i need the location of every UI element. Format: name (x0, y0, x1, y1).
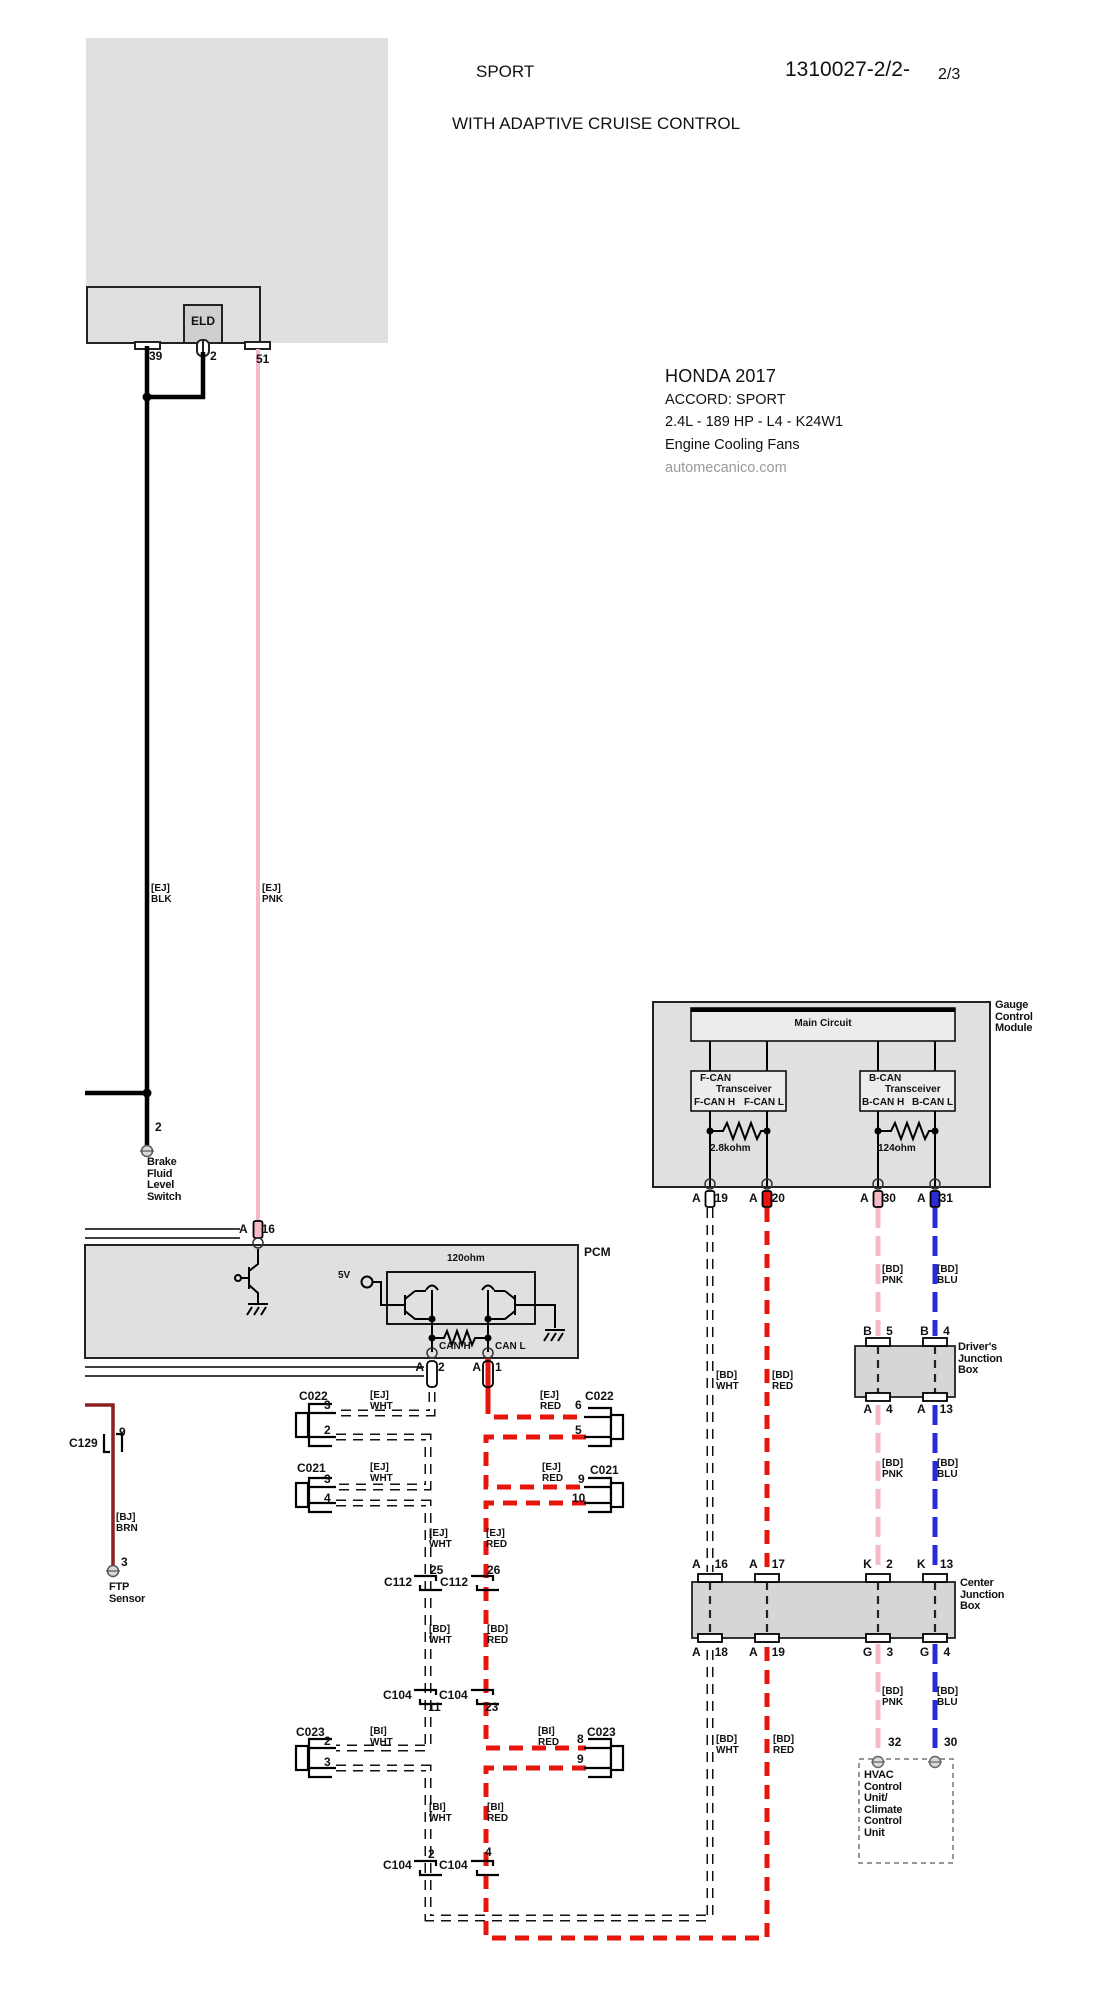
ftp-sensor-terminal (106, 1566, 120, 1577)
vehicle-system: Engine Cooling Fans (665, 437, 800, 453)
wire-label-bi-wht-r: [BI] WHT (370, 1726, 393, 1748)
connector-c023-right (584, 1739, 611, 1777)
cjb-pin-k2: K 2 (863, 1557, 893, 1571)
hvac-pin-30: 30 (944, 1735, 958, 1749)
cjb-pin-g4: G 4 (919, 1645, 951, 1659)
c129-pin: 9 (119, 1425, 126, 1439)
doc-number: 1310027-2/2- (785, 58, 910, 81)
wire-label-ej-blk: [EJ] BLK (151, 883, 172, 905)
wire-label-bd-red-2: [BD] RED (773, 1734, 795, 1756)
c021-pin-4: 4 (324, 1491, 331, 1505)
res-124-label: 124ohm (878, 1143, 916, 1154)
brake-switch-label: Brake Fluid Level Switch (147, 1156, 182, 1203)
bcan-l-label: B-CAN L (912, 1097, 954, 1108)
wire-label-ej-red-v: [EJ] RED (486, 1528, 508, 1550)
eld-label: ELD (191, 314, 215, 328)
connector-c022-right (584, 1408, 611, 1446)
wire-label-bd-wht-v: [BD] WHT (429, 1624, 452, 1646)
c023-pin-9: 9 (577, 1752, 584, 1766)
pcm-pin-a2: A 2 (415, 1360, 445, 1374)
ftp-pin: 3 (121, 1555, 128, 1569)
pcm-can-l-label: CAN L (495, 1341, 526, 1352)
pin-39-label: 39 (149, 349, 163, 363)
pin-bar-51 (245, 342, 270, 349)
wire-label-bd-pnk-2: [BD] PNK (882, 1458, 904, 1480)
c022-pin-5: 5 (575, 1423, 582, 1437)
pcm-5v-label: 5V (338, 1270, 351, 1281)
c021-pin-10: 10 (572, 1491, 586, 1505)
c112-left-label: C112 (384, 1575, 413, 1589)
djb-label: Driver's Junction Box (958, 1341, 1003, 1377)
fcan-title: F-CAN (700, 1073, 732, 1084)
pin-2-label: 2 (210, 349, 217, 363)
c021-right-label: C021 (590, 1463, 619, 1477)
cjb-label: Center Junction Box (960, 1577, 1005, 1613)
res-28k-label: 2.8kohm (710, 1143, 751, 1154)
pcm-pin-a16: A 16 (239, 1222, 275, 1236)
page-indicator: 2/3 (938, 66, 961, 83)
center-junction-box (692, 1582, 955, 1638)
cjb-pin-a16: A 16 (692, 1557, 728, 1571)
drivers-junction-box (855, 1346, 955, 1397)
bcan-title: B-CAN (869, 1073, 902, 1084)
pin-terminals (106, 1143, 947, 1768)
wire-label-ej-pnk: [EJ] PNK (262, 883, 284, 905)
connector-c022-left (309, 1404, 336, 1446)
c023-left-label: C023 (296, 1725, 325, 1739)
top-component-box (86, 38, 388, 356)
gcm-pin-a30: A 30 (860, 1191, 896, 1205)
wire-ej-blk (85, 346, 203, 1145)
wire-label-ej-red-r1: [EJ] RED (540, 1390, 562, 1412)
vehicle-engine: 2.4L - 189 HP - L4 - K24W1 (665, 414, 844, 430)
c104b-pin-4: 4 (485, 1845, 492, 1859)
source-watermark: automecanico.com (665, 460, 787, 476)
c022-pin-3: 3 (324, 1398, 331, 1412)
wire-label-bi-red-v: [BI] RED (487, 1802, 509, 1824)
vehicle-title: HONDA 2017 (665, 366, 777, 386)
cjb-pin-k13: K 13 (916, 1557, 954, 1571)
c104b-right-label: C104 (439, 1858, 468, 1872)
connector-c023-left (309, 1739, 336, 1777)
c112-pin-26: 26 (487, 1563, 501, 1577)
c104b-pin-2: 2 (428, 1847, 435, 1861)
pcm-label: PCM (584, 1245, 611, 1259)
cjb-pin-a19: A 19 (749, 1645, 785, 1659)
djb-pin-a13: A 13 (917, 1402, 953, 1416)
wire-label-ej-wht-r2: [EJ] WHT (370, 1462, 393, 1484)
c022-pin-6: 6 (575, 1398, 582, 1412)
c023-right-label: C023 (587, 1725, 616, 1739)
wire-label-bd-wht-2: [BD] WHT (716, 1734, 739, 1756)
wire-label-ej-red-r2: [EJ] RED (542, 1462, 564, 1484)
acc-note: WITH ADAPTIVE CRUISE CONTROL (452, 114, 741, 133)
wire-label-bd-red-1: [BD] RED (772, 1370, 794, 1392)
wire-label-bd-wht-1: [BD] WHT (716, 1370, 739, 1392)
c022-right-label: C022 (585, 1389, 614, 1403)
wire-bj-brn (85, 1405, 113, 1565)
c021-pin-3: 3 (324, 1472, 331, 1486)
c112-pin-25: 25 (430, 1563, 444, 1577)
brake-switch-terminal (140, 1146, 154, 1157)
cjb-pin-g3: G 3 (862, 1645, 894, 1659)
wire-label-ej-wht-r1: [EJ] WHT (370, 1390, 393, 1412)
wire-label-bi-red-r: [BI] RED (538, 1726, 560, 1748)
fcan-l-label: F-CAN L (744, 1097, 784, 1108)
wire-label-bd-pnk-1: [BD] PNK (882, 1264, 904, 1286)
djb-pin-a4: A 4 (863, 1402, 893, 1416)
pin-51-label: 51 (256, 352, 270, 366)
wire-label-bd-blu-2: [BD] BLU (937, 1458, 959, 1480)
connector-c021-left (309, 1478, 336, 1512)
c104a-pin-11: 11 (428, 1700, 441, 1714)
pcm-120ohm-label: 120ohm (447, 1253, 485, 1264)
c022-left-label: C022 (299, 1389, 328, 1403)
gcm-pin-a19: A 19 (692, 1191, 728, 1205)
gcm-pin-a31: A 31 (917, 1191, 953, 1205)
djb-pin-b5: B 5 (863, 1324, 893, 1338)
c129-label: C129 (69, 1436, 98, 1450)
bcan-sub: Transceiver (885, 1084, 941, 1095)
wire-label-bd-blu-3: [BD] BLU (937, 1686, 959, 1708)
hvac-label: HVAC Control Unit/ Climate Control Unit (864, 1769, 903, 1839)
fcan-h-label: F-CAN H (694, 1097, 736, 1108)
c023-pin-8: 8 (577, 1732, 584, 1746)
pcm-can-h-label: CAN H (439, 1341, 471, 1352)
c104a-pin-23: 23 (485, 1700, 499, 1714)
hvac-pin-32: 32 (888, 1735, 902, 1749)
fcan-sub: Transceiver (716, 1084, 772, 1095)
c104a-right-label: C104 (439, 1688, 468, 1702)
bcan-h-label: B-CAN H (862, 1097, 905, 1108)
brake-switch-pin: 2 (155, 1120, 162, 1134)
c112-right-label: C112 (440, 1575, 469, 1589)
variant-title: SPORT (476, 62, 535, 81)
c023-pin-3: 3 (324, 1755, 331, 1769)
vehicle-model: ACCORD: SPORT (665, 392, 786, 408)
main-circuit-label: Main Circuit (794, 1018, 852, 1029)
cjb-pin-a17: A 17 (749, 1557, 785, 1571)
pcm-pin-a1: A 1 (472, 1360, 502, 1374)
pcm-box (85, 1229, 578, 1376)
connector-c021-right (584, 1478, 611, 1512)
hvac-terminals (871, 1757, 942, 1768)
c023-pin-2: 2 (324, 1734, 331, 1748)
cjb-pin-a18: A 18 (692, 1645, 728, 1659)
wire-label-ej-wht-v: [EJ] WHT (429, 1528, 452, 1550)
wire-label-bd-blu-1: [BD] BLU (937, 1264, 959, 1286)
c104b-left-label: C104 (383, 1858, 412, 1872)
wire-label-bi-wht-v: [BI] WHT (429, 1802, 452, 1824)
wire-label-bd-pnk-3: [BD] PNK (882, 1686, 904, 1708)
gcm-pin-a20: A 20 (749, 1191, 785, 1205)
c021-left-label: C021 (297, 1461, 326, 1475)
c104a-left-label: C104 (383, 1688, 412, 1702)
c021-pin-9: 9 (578, 1472, 585, 1486)
c022-pin-2: 2 (324, 1423, 331, 1437)
wire-label-bd-red-v: [BD] RED (487, 1624, 509, 1646)
wire-label-bj-brn: [BJ] BRN (116, 1512, 138, 1534)
ftp-label: FTP Sensor (109, 1581, 146, 1605)
djb-pin-b4: B 4 (920, 1324, 950, 1338)
gcm-label: Gauge Control Module (995, 999, 1033, 1035)
